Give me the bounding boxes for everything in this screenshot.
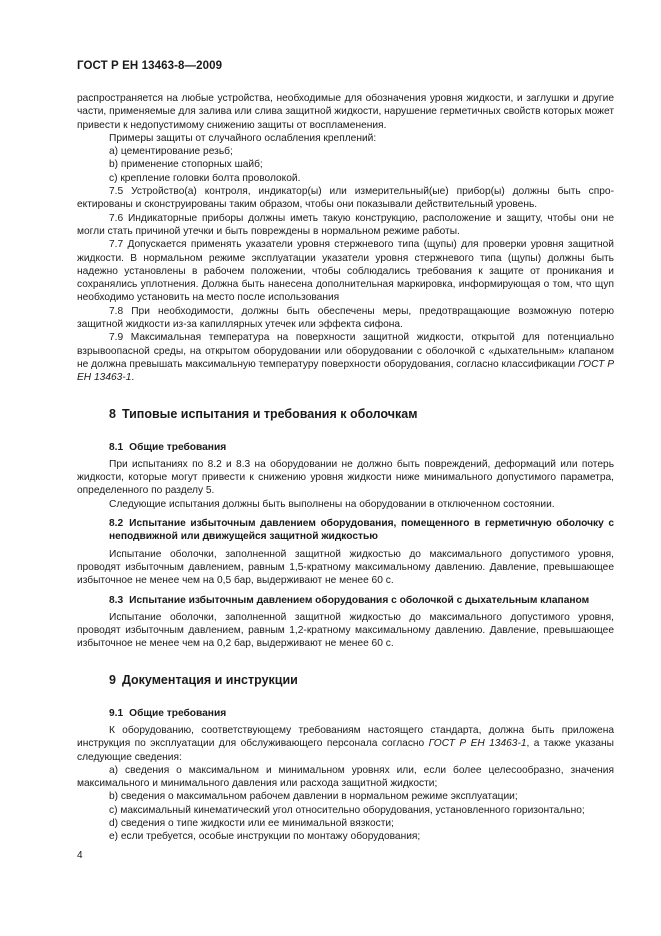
list-item: a) сведения о максимальном и минимальном уровнях или, если более целесообразно, значения максимального и минимального давления или расхода защитной жидкости;	[77, 764, 614, 790]
list-item: e) если требуется, особые инструкции по монтажу оборудования;	[109, 831, 421, 843]
clause-7-8: 7.8 При необходимости, должны быть обеспечены меры, предотвращающие возможную потерю защитной жидкости из-за капиллярных утечек или эффекта сифона.	[77, 305, 614, 331]
list-item: c) максимальный кинематический угол относительно оборудования, установленного горизонтально;	[109, 804, 585, 816]
subsection-title: Испытание избыточным давлением оборудования, помещенного в герметичную оболочку с неподвижной или движущейся защитной жидкостью	[109, 518, 614, 543]
paragraph-text-end: , а также указаны следующие сведения:	[77, 738, 614, 763]
paragraph: Следующие испытания должны быть выполнены на оборудовании в отключенном состоянии.	[109, 498, 555, 510]
section-title: Документация и инструкции	[121, 672, 298, 687]
list-item: b) сведения о максимальном рабочем давлении в нормальном режиме эксплуатации;	[109, 791, 518, 803]
subsection-number: 9.1	[109, 707, 124, 719]
page-header: ГОСТ Р ЕН 13463-8—2009	[77, 60, 223, 72]
intro-paragraph: распространяется на любые устройства, необходимые для обозначения уровня жидкости, и заглушки и другие части, применяемые для залива или слива защитной жидкости, нарушение герметичных свойств которых может привести к недопустимому снижению защиты от воспламенения.	[77, 93, 614, 131]
subsection-number: 8.1	[109, 441, 124, 453]
subsection-number: 8.2	[109, 518, 124, 530]
subsection-title: Общие требования	[129, 441, 227, 453]
subsection-9-1-heading	[77, 707, 614, 720]
subsection-8-1-heading	[77, 441, 614, 454]
subsection-8-3-heading	[77, 594, 614, 607]
paragraph: Испытание оболочки, заполненной защитной жидкостью до максимального допустимого уровня, проводят избыточным давлением, равным 1,5-кратному максимальному давлению. Давление, превышающее избыточное не менее чем на 0,5 бар, выдерживают не менее 60 с.	[77, 548, 614, 587]
example-item: b) применение стопорных шайб;	[109, 159, 263, 171]
standard-reference: ГОСТ Р ЕН 13463-1	[77, 358, 614, 384]
example-item: c) крепление головки болта проволокой.	[109, 172, 301, 184]
subsection-number: 8.3	[109, 594, 124, 606]
subsection-title: Испытание избыточным давлением оборудования с оболочкой с дыхательным клапаном	[129, 594, 590, 606]
paragraph-text: К оборудованию, соответствующему требованиям настоящего стандарта, должна быть приложена инструкция по эксплуатации для обслуживающего персонала согласно	[77, 724, 614, 750]
example-item: a) цементирование резьб;	[109, 146, 233, 158]
subsection-title: Общие требования	[129, 707, 227, 719]
examples-lead: Примеры защиты от случайного ослабления креплений:	[109, 132, 377, 144]
section-9-heading	[77, 673, 614, 688]
clause-7-9	[77, 331, 614, 384]
clause-7-7: 7.7 Допускается применять указатели уровня стержневого типа (щупы) для проверки уровня защитной жидкости. В нормальном режиме эксплуатации указатели уровня стержневого типа (щупы) должны быть надежно установлены в рабочем положении, чтобы соблюдались требования к защите от проникания и сохранялись уплотнения. Должна быть нанесена дополнительная маркировка, информирующая о том, что щуп необходимо установить на место после использования	[77, 239, 614, 304]
section-number: 9	[109, 672, 116, 687]
page-number: 4	[77, 850, 83, 861]
clause-7-9-text: 7.9 Максимальная температура на поверхности защитной жидкости, открытой для потенциально взрывоопасной среды, на открытом оборудовании или оборудовании с оболочкой с «дыхательным» клапаном не должна превышать максимальную температуру поверхности оборудования, согласно классификации	[77, 332, 614, 370]
list-item: d) сведения о типе жидкости или ее минимальной вязкости;	[109, 818, 394, 830]
clause-7-6: 7.6 Индикаторные приборы должны иметь такую конструкцию, расположение и защиту, чтобы они не могли стать причиной утечки и быть повреждены в нормальном режиме работы.	[77, 212, 614, 237]
document-body	[77, 92, 614, 844]
paragraph: Испытание оболочки, заполненной защитной жидкостью до максимального допустимого уровня, проводят избыточным давлением, равным 1,2-кратному максимальному давлению. Давление, превышающее избыточное не менее чем на 0,2 бар, выдерживают не менее 60 с.	[77, 611, 614, 650]
clause-7-9-end: .	[131, 372, 135, 384]
clause-7-5: 7.5 Устройство(а) контроля, индикатор(ы) или измерительный(ые) прибор(ы) должны быть спроектированы и сконструированы таким образом, чтобы они показывали действительный уровень.	[77, 186, 614, 211]
section-title: Типовые испытания и требования к оболочкам	[121, 406, 418, 421]
subsection-8-2-heading	[77, 517, 614, 544]
section-number: 8	[109, 406, 116, 421]
paragraph: При испытаниях по 8.2 и 8.3 на оборудовании не должно быть повреждений, деформаций или потерь жидкости, которые могут привести к снижению уровня жидкости ниже минимального допустимого параметра, определенного по разделу 5.	[77, 458, 614, 497]
paragraph	[77, 724, 614, 764]
section-8-heading	[77, 407, 614, 422]
standard-reference: ГОСТ Р ЕН 13463-1	[428, 738, 527, 750]
